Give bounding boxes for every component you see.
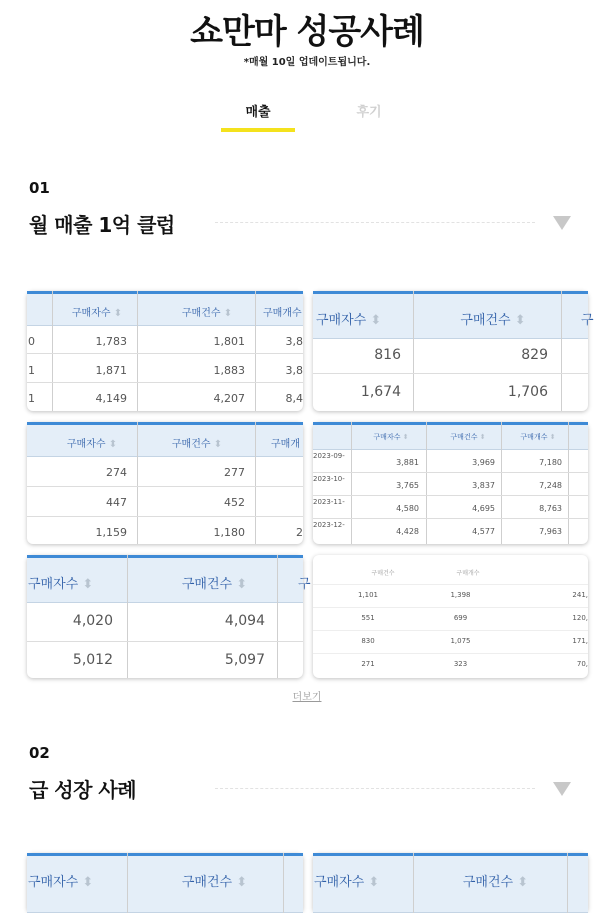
table-cell: 1,075 [450,637,471,645]
row-divider [313,373,588,374]
column-divider [137,422,138,544]
sort-arrows-icon[interactable]: ⬍ [517,875,529,890]
table-cell: 830 [361,637,375,645]
tab-reviews[interactable]: 후기 [356,105,382,120]
section-number: 02 [29,744,50,762]
table-cell: 7,963 [539,527,562,536]
row-divider [313,584,588,585]
column-header[interactable]: 구매자수 ⬍ [28,875,94,890]
sort-arrows-icon[interactable]: ⬍ [113,308,123,319]
sort-arrows-icon[interactable]: ⬍ [236,875,248,890]
column-header: 구매개수 [456,570,480,577]
column-header[interactable]: 구매자수 ⬍ [66,439,118,450]
table-cell: 323 [453,660,468,668]
table-cell: 1,180 [213,526,245,539]
collapse-arrow-icon[interactable] [553,782,571,796]
sort-arrows-icon[interactable]: ⬍ [514,313,526,328]
column-divider [561,291,562,411]
column-divider [426,422,427,544]
row-divider [313,495,588,496]
table-cell: 1,883 [213,364,245,377]
table-cell: 8,763 [539,504,562,513]
row-label: 2023-09- [313,452,345,460]
sort-arrows-icon[interactable]: ⬍ [213,439,223,450]
row-label: 2023-12- [313,521,345,529]
sort-arrows-icon[interactable]: ⬍ [368,875,380,890]
table-cell: 816 [374,347,401,363]
success-case-card[interactable] [27,291,303,411]
column-divider [568,422,569,544]
column-divider [137,291,138,411]
column-divider [277,555,278,678]
table-cell: 4,094 [224,613,265,629]
column-header[interactable]: 구매건수 ⬍ [460,313,526,328]
section-title: 월 매출 1억 클럽 [29,213,175,237]
sort-arrows-icon[interactable]: ⬍ [82,875,94,890]
table-cell: 4,580 [396,504,419,513]
active-tab-indicator [221,128,295,132]
sort-arrows-icon[interactable]: ⬍ [402,433,409,441]
column-header[interactable]: 구매자수 ⬍ [314,875,380,890]
sort-arrows-icon[interactable]: ⬍ [223,308,233,319]
column-header[interactable]: 구매자수 ⬍ [373,433,409,441]
table-cell: 1,159 [95,526,127,539]
table-cell: 120, [572,614,588,622]
row-divider [27,486,303,487]
sort-arrows-icon[interactable]: ⬍ [108,439,118,450]
table-cell: 3,837 [472,481,495,490]
column-header[interactable]: 구매자수 ⬍ [28,577,94,592]
column-header[interactable]: 구매건수 ⬍ [462,875,529,890]
column-divider [52,291,53,411]
table-cell: 1,706 [507,384,548,400]
table-cell: 274 [106,466,127,479]
table-cell: 1,398 [450,591,471,599]
table-cell: 271 [361,660,375,668]
page-title: 쇼만마 성공사례 [190,12,424,52]
table-cell: 4,577 [472,527,495,536]
table-cell: 5,097 [224,652,265,668]
table-cell: 7,180 [539,458,562,467]
column-divider [127,853,128,913]
column-header: 구 [298,577,311,592]
table-cell: 5,012 [72,652,113,668]
row-divider [313,518,588,519]
row-label: 2023-11- [313,498,345,506]
table-cell: 4,428 [396,527,419,536]
sort-arrows-icon[interactable]: ⬍ [82,577,94,592]
column-header: 구매개 [271,439,300,450]
column-header[interactable]: 구매건수 ⬍ [181,308,233,319]
table-cell: 1,871 [95,364,127,377]
table-cell: 70, [576,660,588,668]
section-divider [215,788,535,789]
row-divider [27,516,303,517]
row-divider [27,353,303,354]
column-divider [255,291,256,411]
table-cell: 3,881 [396,458,419,467]
table-cell: 1,783 [95,335,127,348]
success-case-card[interactable] [27,853,303,913]
table-cell: 829 [521,347,548,363]
table-cell: 4,149 [95,392,127,405]
section-title: 급 성장 사례 [29,778,137,802]
row-divider [313,630,588,631]
row-label: 1 [28,392,35,405]
success-case-card[interactable] [313,422,588,544]
table-cell: 1,801 [213,335,245,348]
table-cell: 2 [296,526,303,539]
column-header: 구매개수 [263,308,302,319]
row-divider [313,653,588,654]
tab-sales[interactable]: 매출 [245,105,271,120]
table-cell: 452 [224,496,245,509]
column-header[interactable]: 구매건수 ⬍ [181,875,248,890]
sort-arrows-icon[interactable]: ⬍ [370,313,382,328]
tab-bar [0,101,614,133]
column-divider [127,555,128,678]
table-cell: 3,969 [472,458,495,467]
column-header[interactable]: 구매자수 ⬍ [71,308,123,319]
table-cell: 551 [361,614,375,622]
column-divider [413,853,414,913]
table-cell: 7,248 [539,481,562,490]
column-divider [283,853,284,913]
table-cell: 4,695 [472,504,495,513]
sort-arrows-icon[interactable]: ⬍ [549,433,556,441]
column-divider [351,422,352,544]
collapse-arrow-icon[interactable] [553,216,571,230]
success-case-card[interactable] [313,291,594,411]
success-case-card[interactable] [313,555,588,678]
row-label: 2023-10- [313,475,345,483]
page-subtitle: *매월 10일 업데이트됩니다. [243,57,371,68]
table-cell: 4,207 [213,392,245,405]
section-number: 01 [29,179,50,197]
row-label: 1 [28,364,35,377]
table-cell: 3,8 [285,364,303,377]
table-cell: 699 [453,614,468,622]
column-divider [567,853,568,913]
row-divider [313,472,588,473]
sort-arrows-icon[interactable]: ⬍ [236,577,248,592]
row-divider [27,641,303,642]
table-cell: 3,765 [396,481,419,490]
table-cell: 277 [224,466,245,479]
column-header[interactable]: 구매건수 ⬍ [171,439,223,450]
column-header[interactable]: 구매자수 ⬍ [316,313,382,328]
table-cell: 1,674 [360,384,401,400]
table-cell: 447 [106,496,127,509]
success-case-card[interactable] [27,422,303,544]
table-cell: 171, [572,637,588,645]
column-divider [413,291,414,411]
table-cell: 1,101 [357,591,379,599]
success-case-card[interactable] [313,853,588,913]
row-divider [313,607,588,608]
table-cell: 8,4 [285,392,303,405]
table-cell: 3,8 [285,335,303,348]
success-case-card[interactable] [27,555,311,678]
row-divider [27,382,303,383]
column-header[interactable]: 구매개수 ⬍ [520,433,556,441]
sort-arrows-icon[interactable]: ⬍ [479,433,486,441]
column-header: 구 [581,313,594,328]
column-divider [501,422,502,544]
table-cell: 4,020 [72,613,113,629]
column-divider [255,422,256,544]
column-header[interactable]: 구매건수 ⬍ [450,433,486,441]
table-cell: 241, [572,591,588,599]
column-header: 구매건수 [371,570,395,577]
column-header[interactable]: 구매건수 ⬍ [181,577,248,592]
section-divider [215,222,535,223]
row-label: 0 [28,335,35,348]
more-link[interactable]: 더보기 [292,692,322,703]
